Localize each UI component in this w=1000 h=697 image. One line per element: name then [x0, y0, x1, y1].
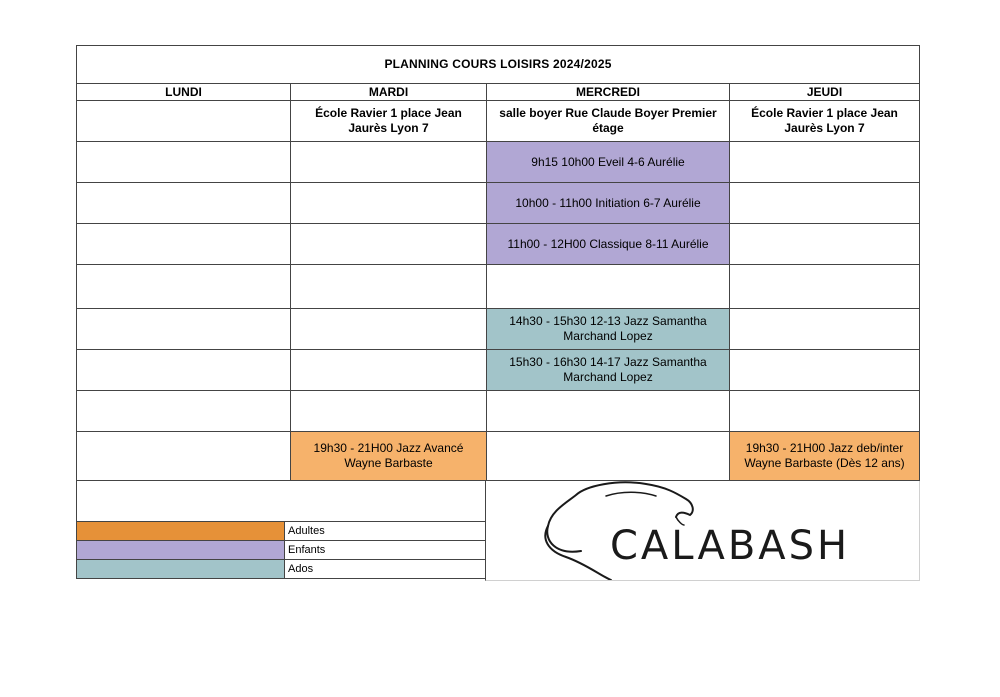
day-header-mercredi: MERCREDI — [487, 84, 730, 101]
legend-label-teens: Ados — [285, 560, 486, 579]
schedule-table — [76, 45, 920, 481]
day-header-lundi: LUNDI — [77, 84, 291, 101]
legend-swatch-children — [77, 541, 285, 560]
calabash-logo — [486, 481, 919, 580]
class-jazz-14-17: 15h30 - 16h30 14-17 Jazz Samantha Marchand Lopez — [487, 350, 730, 391]
time-slot-row — [77, 142, 920, 183]
empty-cell — [291, 265, 487, 309]
legend-label-children: Enfants — [285, 541, 486, 560]
empty-cell — [77, 183, 291, 224]
empty-cell — [730, 309, 920, 350]
location-mardi: École Ravier 1 place Jean Jaurès Lyon 7 — [291, 101, 487, 142]
empty-cell — [77, 265, 291, 309]
class-jazz-deb-inter: 19h30 - 21H00 Jazz deb/inter Wayne Barbaste (Dès 12 ans) — [730, 432, 920, 481]
empty-cell — [77, 391, 291, 432]
empty-cell — [487, 265, 730, 309]
empty-cell — [77, 224, 291, 265]
footer-area — [76, 481, 919, 581]
day-header-mardi: MARDI — [291, 84, 487, 101]
empty-cell — [487, 432, 730, 481]
time-slot-row — [77, 265, 920, 309]
legend-swatch-adults — [77, 522, 285, 541]
empty-cell — [487, 391, 730, 432]
legend-label-adults: Adultes — [285, 522, 486, 541]
legend-item — [77, 560, 486, 579]
empty-cell — [291, 391, 487, 432]
class-jazz-12-13: 14h30 - 15h30 12-13 Jazz Samantha Marchand Lopez — [487, 309, 730, 350]
location-jeudi: École Ravier 1 place Jean Jaurès Lyon 7 — [730, 101, 920, 142]
gourd-base-icon — [545, 526, 611, 580]
legend — [76, 521, 486, 579]
location-mercredi: salle boyer Rue Claude Boyer Premier étage — [487, 101, 730, 142]
day-header-jeudi: JEUDI — [730, 84, 920, 101]
time-slot-row — [77, 183, 920, 224]
empty-cell — [291, 309, 487, 350]
day-header-row — [77, 84, 920, 101]
schedule-sheet — [76, 45, 919, 481]
time-slot-row — [77, 350, 920, 391]
legend-item — [77, 541, 486, 560]
empty-cell — [730, 350, 920, 391]
time-slot-row — [77, 309, 920, 350]
logo-text: CALABASH — [610, 523, 851, 569]
page-title: PLANNING COURS LOISIRS 2024/2025 — [77, 46, 920, 84]
empty-cell — [77, 432, 291, 481]
empty-cell — [77, 350, 291, 391]
class-eveil: 9h15 10h00 Eveil 4-6 Aurélie — [487, 142, 730, 183]
location-lundi — [77, 101, 291, 142]
logo-area — [485, 481, 920, 581]
class-jazz-avance: 19h30 - 21H00 Jazz Avancé Wayne Barbaste — [291, 432, 487, 481]
empty-cell — [730, 224, 920, 265]
location-row — [77, 101, 920, 142]
empty-cell — [291, 183, 487, 224]
empty-cell — [291, 350, 487, 391]
legend-item — [77, 522, 486, 541]
empty-cell — [730, 183, 920, 224]
time-slot-row — [77, 432, 920, 481]
legend-swatch-teens — [77, 560, 285, 579]
empty-cell — [291, 142, 487, 183]
gourd-detail-icon — [606, 492, 656, 496]
class-classique: 11h00 - 12H00 Classique 8-11 Aurélie — [487, 224, 730, 265]
class-initiation: 10h00 - 11h00 Initiation 6-7 Aurélie — [487, 183, 730, 224]
empty-cell — [291, 224, 487, 265]
empty-cell — [77, 142, 291, 183]
empty-cell — [730, 142, 920, 183]
time-slot-row — [77, 391, 920, 432]
empty-cell — [730, 391, 920, 432]
legend-spacer — [76, 481, 486, 522]
time-slot-row — [77, 224, 920, 265]
empty-cell — [77, 309, 291, 350]
empty-cell — [730, 265, 920, 309]
